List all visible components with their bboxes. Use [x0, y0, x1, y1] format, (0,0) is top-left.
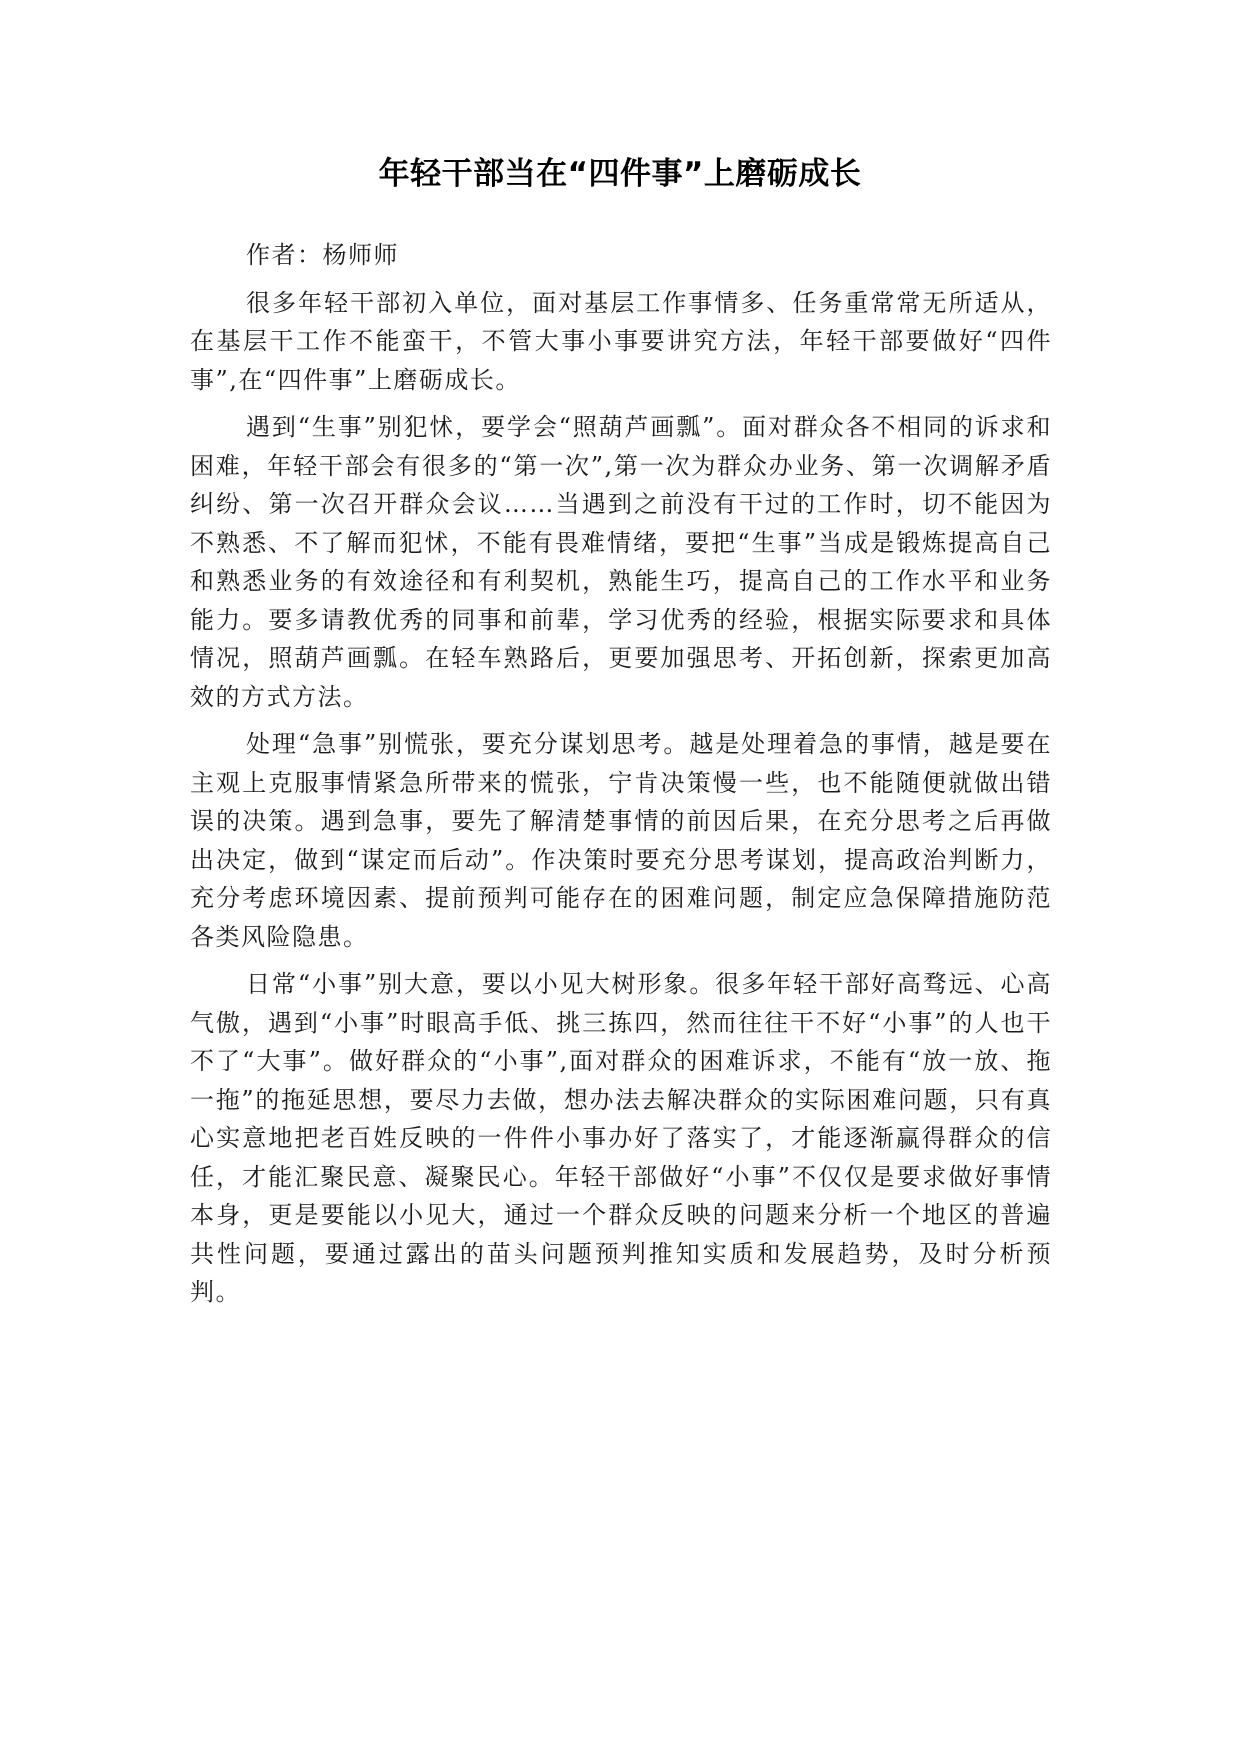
- paragraph-new-tasks: 遇到“生事”别犯怵，要学会“照葫芦画瓢”。面对群众各不相同的诉求和困难，年轻干部会有很多的“第一次”,第一次为群众办业务、第一次调解矛盾纠纷、第一次召开群众会议……当遇到之前没有干过的工作时，切不能因为不熟悉、不了解而犯怵，不能有畏难情绪，要把“生事”当成是锻炼提高自己和熟悉业务的有效途径和有利契机，熟能生巧，提高自己的工作水平和业务能力。要多请教优秀的同事和前辈，学习优秀的经验，根据实际要求和具体情况，照葫芦画瓢。在轻车熟路后，更要加强思考、开拓创新，探索更加高效的方式方法。: [190, 413, 1052, 711]
- paragraph-urgent-tasks: 处理“急事”别慌张，要充分谋划思考。越是处理着急的事情，越是要在主观上克服事情紧急所带来的慌张，宁肯决策慢一些，也不能随便就做出错误的决策。遇到急事，要先了解清楚事情的前因后果，在充分思考之后再做出决定，做到“谋定而后动”。作决策时要充分思考谋划，提高政治判断力，充分考虑环境因素、提前预判可能存在的困难问题，制定应急保障措施防范各类风险隐患。: [190, 730, 1052, 951]
- paragraph-intro: 很多年轻干部初入单位，面对基层工作事情多、任务重常常无所适从，在基层干工作不能蛮干，不管大事小事要讲究方法，年轻干部要做好“四件事”,在“四件事”上磨砺成长。: [190, 288, 1052, 394]
- author-line: 作者：杨师师: [246, 241, 399, 269]
- document-body: [190, 236, 1052, 1321]
- paragraph-small-tasks: 日常“小事”别大意，要以小见大树形象。很多年轻干部好高骛远、心高气傲，遇到“小事”时眼高手低、挑三拣四，然而往往干不好“小事”的人也干不了“大事”。做好群众的“小事”,面对群众的困难诉求，不能有“放一放、拖一拖”的拖延思想，要尽力去做，想办法去解决群众的实际困难问题，只有真心实意地把老百姓反映的一件件小事办好了落实了，才能逐渐赢得群众的信任，才能汇聚民意、凝聚民心。年轻干部做好“小事”不仅仅是要求做好事情本身，更是要能以小见大，通过一个群众反映的问题来分析一个地区的普遍共性问题，要通过露出的苗头问题预判推知实质和发展趋势，及时分析预判。: [190, 970, 1052, 1306]
- document-title: 年轻干部当在“四件事”上磨砺成长: [378, 156, 862, 192]
